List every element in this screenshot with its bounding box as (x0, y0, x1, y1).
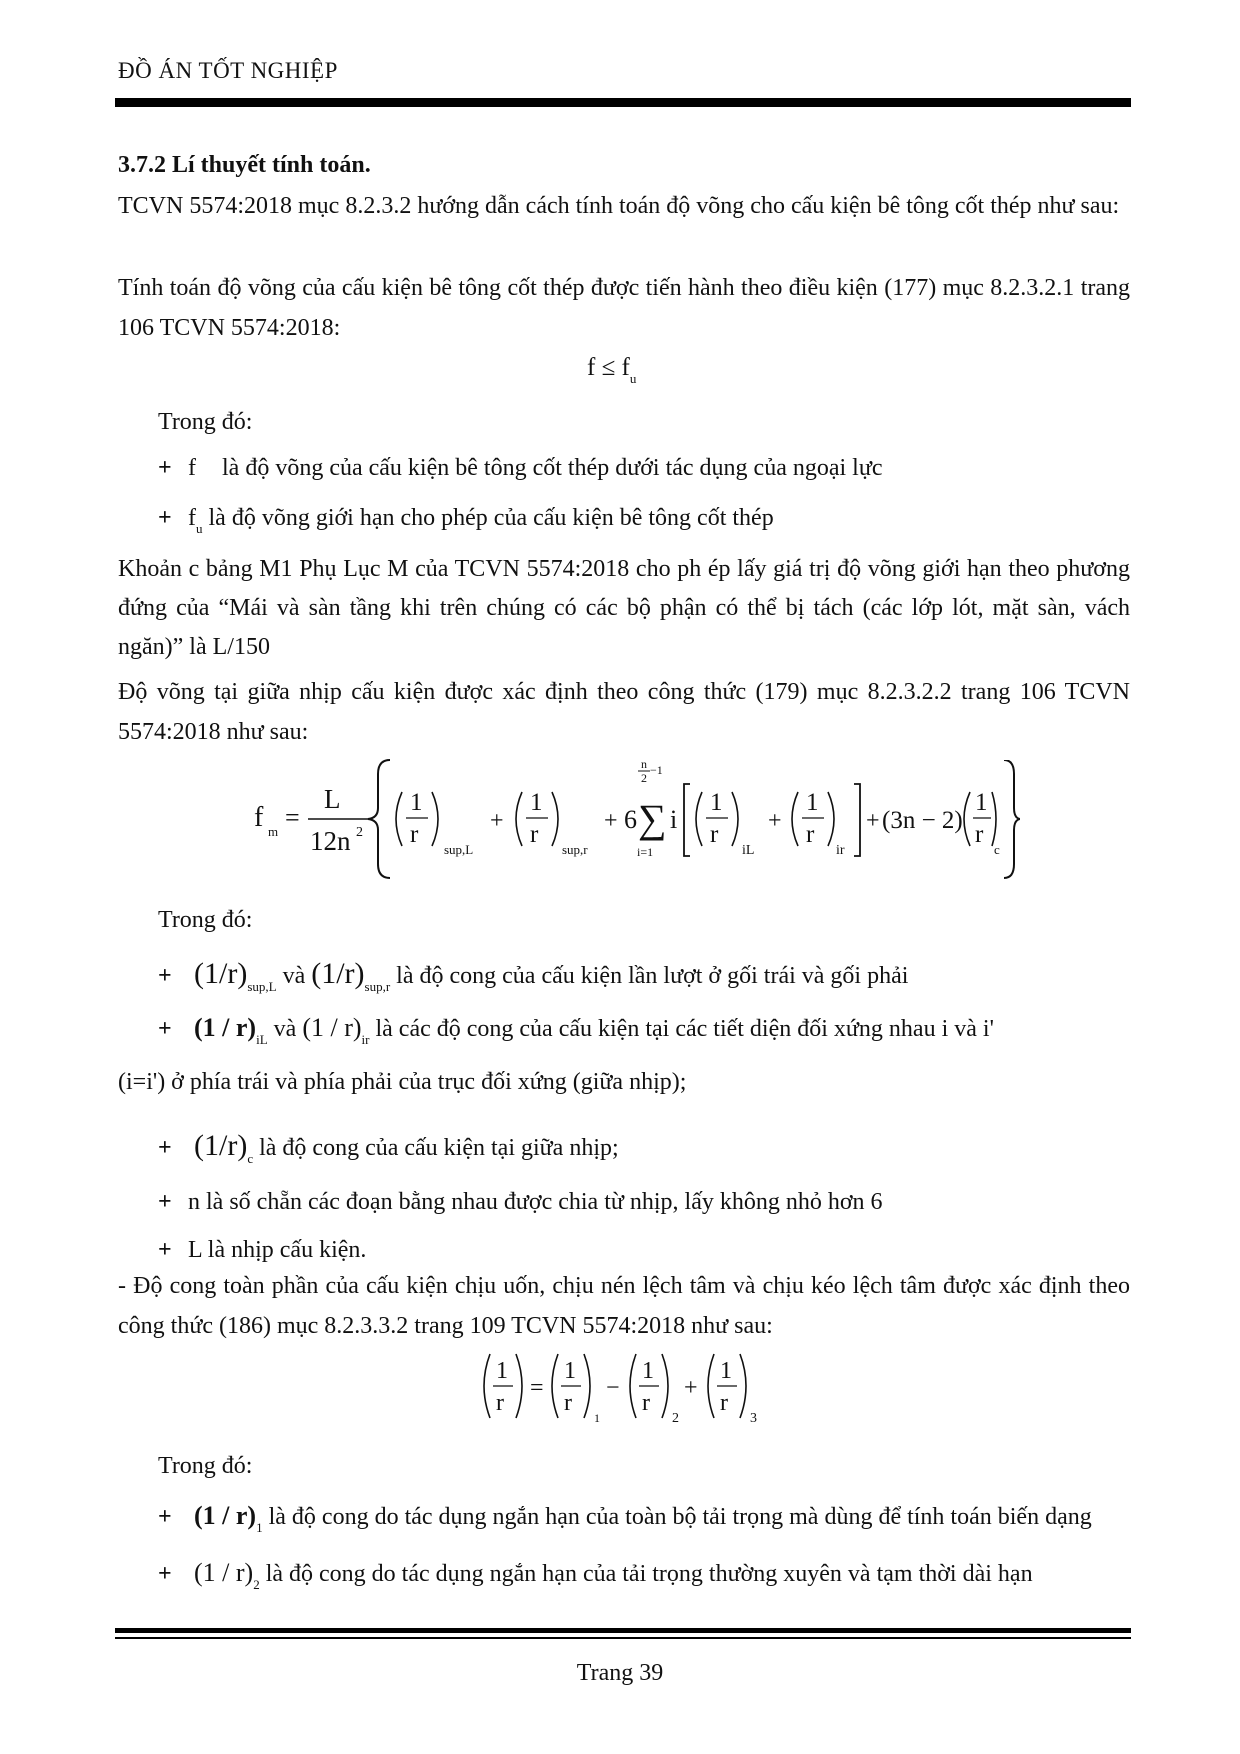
f3-r: r (496, 1390, 504, 1416)
f2-paren (828, 792, 834, 846)
bullet-fu-text: là độ võng giới hạn cho phép của cấu kiện bê tông cốt thép (208, 505, 774, 531)
f3-s2: 2 (672, 1411, 679, 1426)
footer-rule-thin (115, 1637, 1131, 1639)
bullet-plus: + (158, 505, 172, 531)
f2-sub-supr: sup,r (562, 842, 588, 857)
bullet-c-a-sub: c (247, 1151, 254, 1166)
bullet-sup-a-sub: sup,L (247, 979, 277, 994)
bullet-fu-symbol: f (188, 505, 196, 531)
f3-eq: = (530, 1375, 544, 1401)
bullet-sym-curvature (158, 1012, 994, 1056)
bullet-plus: + (158, 455, 172, 481)
f3-paren (484, 1354, 490, 1418)
bullet-c-text: là độ cong của cấu kiện tại giữa nhịp; (259, 1135, 619, 1161)
bullet-plus: + (158, 1237, 172, 1263)
header-title: ĐỒ ÁN TỐT NGHIỆP (118, 58, 338, 83)
f2-right-brace-wrap (1000, 760, 1020, 880)
bullet-L (158, 1234, 366, 1266)
bullet-curvature-1 (158, 1500, 1092, 1544)
bullet-L-text: L là nhịp cấu kiện. (188, 1237, 367, 1263)
f3-plus: + (684, 1375, 698, 1401)
f2-sum-top-minus1: −1 (650, 763, 663, 777)
f2-paren (552, 792, 558, 846)
f2-r: r (530, 821, 539, 848)
f2-six: 6 (624, 805, 637, 834)
f2-one: 1 (530, 789, 543, 816)
f2-r: r (410, 821, 419, 848)
where-label-3: Trong đó: (158, 1453, 253, 1479)
f2-f: f (254, 802, 264, 833)
f2-one: 1 (975, 789, 988, 816)
page-number: Trang 39 (576, 1660, 664, 1686)
bullet-plus: + (158, 1504, 172, 1530)
section-heading: 3.7.2 Lí thuyết tính toán. (118, 152, 371, 178)
bullet-n-text: n là số chẵn các đoạn bằng nhau được chia từ nhịp, lấy không nhỏ hơn 6 (188, 1189, 883, 1215)
f3-r: r (564, 1390, 572, 1416)
f3-paren (584, 1354, 590, 1418)
f2-right-bracket (854, 784, 860, 856)
bullet-plus: + (158, 1189, 172, 1215)
f2-r: r (710, 821, 719, 848)
f2-three-n: (3n − 2) (882, 807, 963, 834)
f2-sum-bottom: i=1 (637, 845, 654, 859)
bullet-sym-a: (1 / r) (194, 1013, 257, 1042)
bullet-sym-b: (1 / r) (302, 1013, 362, 1042)
f3-paren (708, 1354, 714, 1418)
bullet-c2-text: là độ cong do tác dụng ngắn hạn của tải trọng thường xuyên và tạm thời dài hạn (265, 1561, 1033, 1587)
bullet-sup-b-sub: sup,r (364, 979, 391, 994)
f2-one: 1 (710, 789, 723, 816)
bullet-plus: + (158, 1561, 172, 1587)
midspan-paragraph: Độ võng tại giữa nhịp cấu kiện được xác định theo công thức (179) mục 8.2.3.2.2 trang 106 TCVN 5574:2018 như sau: (118, 679, 1130, 745)
bullet-sup-curvature (158, 958, 908, 1003)
f2-plus: + (866, 808, 880, 834)
formula-deflection-condition (587, 352, 636, 395)
symmetry-text: (i=i') ở phía trái và phía phải của trục đối xứng (giữa nhịp); (118, 1069, 687, 1095)
where-label-2: Trong đó: (158, 907, 253, 933)
intro-paragraph: TCVN 5574:2018 mục 8.2.3.2 hướng dẫn cách tính toán độ võng cho cấu kiện bê tông cốt thép như sau: (118, 193, 1120, 219)
f3-s3: 3 (750, 1411, 757, 1426)
f2-plus: + (490, 808, 504, 834)
f2-one: 1 (806, 789, 819, 816)
bullet-sym-mid: và (273, 1016, 297, 1042)
bullet-c2-a-sub: 2 (253, 1577, 260, 1592)
bullet-sym-b-sub: ir (361, 1032, 370, 1047)
bullet-sup-text: là độ cong của cấu kiện lần lượt ở gối trái và gối phải (396, 963, 909, 989)
f3-paren (662, 1354, 668, 1418)
f2-paren (396, 792, 402, 846)
f3-paren (630, 1354, 636, 1418)
f2-paren (992, 792, 996, 846)
limit-paragraph: Khoản c bảng M1 Phụ Lục M của TCVN 5574:2018 cho ph ép lấy giá trị độ võng giới hạn theo phương đứng của “Mái và sàn tầng khi trên chúng có các bộ phận có thể bị tách (các lớp lót, mặt sàn, vách ngăn)” là L/150 (118, 556, 1130, 660)
bullet-c1-a-sub: 1 (256, 1520, 263, 1535)
bullet-mid-curvature (158, 1130, 619, 1175)
f2-eq: = (285, 803, 300, 832)
footer-rule-thick (115, 1628, 1131, 1633)
formula1-sub: u (629, 371, 637, 386)
header-rule (115, 98, 1131, 107)
curvature-paragraph: - Độ cong toàn phần của cấu kiện chịu uốn, chịu nén lệch tâm và chịu kéo lệch tâm được xác định theo công thức (186) mục 8.2.3.3.2 trang 109 TCVN 5574:2018 như sau: (118, 1273, 1130, 1339)
bullet-plus: + (158, 963, 172, 989)
f3-one: 1 (642, 1358, 654, 1384)
f2-plus: + (768, 808, 782, 834)
bullet-sym-text: là các độ cong của cấu kiện tại các tiết diện đối xứng nhau i và i' (375, 1016, 994, 1042)
f2-sum-top-2: 2 (641, 771, 647, 785)
f3-r: r (720, 1390, 728, 1416)
condition-paragraph: Tính toán độ võng của cấu kiện bê tông cốt thép được tiến hành theo điều kiện (177) mục 8.2.3.2.1 trang 106 TCVN 5574:2018: (118, 275, 1130, 341)
bullet-f-text: là độ võng của cấu kiện bê tông cốt thép dưới tác dụng của ngoại lực (222, 455, 883, 481)
f2-paren (696, 792, 702, 846)
f2-paren (792, 792, 798, 846)
where-label-1: Trong đó: (158, 409, 253, 435)
f3-one: 1 (496, 1358, 508, 1384)
f2-sub-c: c (994, 842, 1000, 857)
f2-i: i (670, 805, 678, 834)
formula-total-curvature (478, 1348, 778, 1428)
bullet-curvature-2 (158, 1557, 1033, 1601)
f2-paren (432, 792, 438, 846)
f3-one: 1 (564, 1358, 576, 1384)
f2-one: 1 (410, 789, 423, 816)
f2-sub-ir: ir (836, 843, 845, 858)
f3-s1: 1 (594, 1411, 600, 1425)
f2-paren (732, 792, 738, 846)
f2-paren (964, 792, 970, 846)
f2-sum-top-n: n (641, 757, 647, 771)
f3-paren (740, 1354, 746, 1418)
bullet-sym-a-sub: iL (256, 1032, 268, 1047)
f2-den-sup: 2 (356, 825, 363, 840)
f2-left-brace (368, 760, 390, 878)
bullet-f-symbol: f (188, 455, 196, 481)
f2-sub-supL: sup,L (444, 842, 474, 857)
f2-plus: + (604, 808, 618, 834)
f2-r: r (806, 821, 815, 848)
bullet-c-a: (1/r) (194, 1129, 248, 1162)
bullet-plus: + (158, 1135, 172, 1161)
formula-midspan-deflection (240, 752, 1000, 882)
f2-paren (516, 792, 522, 846)
f3-paren (516, 1354, 522, 1418)
bullet-fu (158, 502, 774, 545)
bullet-c1-a: (1 / r) (194, 1501, 257, 1530)
bullet-n (158, 1186, 883, 1218)
f3-r: r (642, 1390, 650, 1416)
f3-paren (552, 1354, 558, 1418)
bullet-sup-mid: và (282, 963, 306, 989)
bullet-c1-text: là độ cong do tác dụng ngắn hạn của toàn bộ tải trọng mà dùng để tính toán biến dạng (268, 1504, 1092, 1530)
f2-sub-iL: iL (742, 843, 755, 858)
formula1-lhs: f ≤ f (587, 354, 630, 381)
bullet-plus: + (158, 1016, 172, 1042)
bullet-fu-sub: u (196, 521, 203, 536)
f2-f-sub: m (268, 824, 279, 839)
f2-left-bracket (684, 784, 690, 856)
f3-minus: − (606, 1375, 620, 1401)
f2-right-brace (1004, 760, 1020, 878)
f2-sigma: ∑ (638, 796, 667, 841)
f2-r: r (975, 821, 984, 848)
bullet-sup-b: (1/r) (311, 957, 365, 990)
bullet-sup-a: (1/r) (194, 957, 248, 990)
bullet-f (158, 452, 883, 484)
f3-one: 1 (720, 1358, 732, 1384)
f2-num: L (324, 784, 341, 814)
f2-den: 12n (310, 826, 351, 856)
bullet-c2-a: (1 / r) (194, 1558, 254, 1587)
